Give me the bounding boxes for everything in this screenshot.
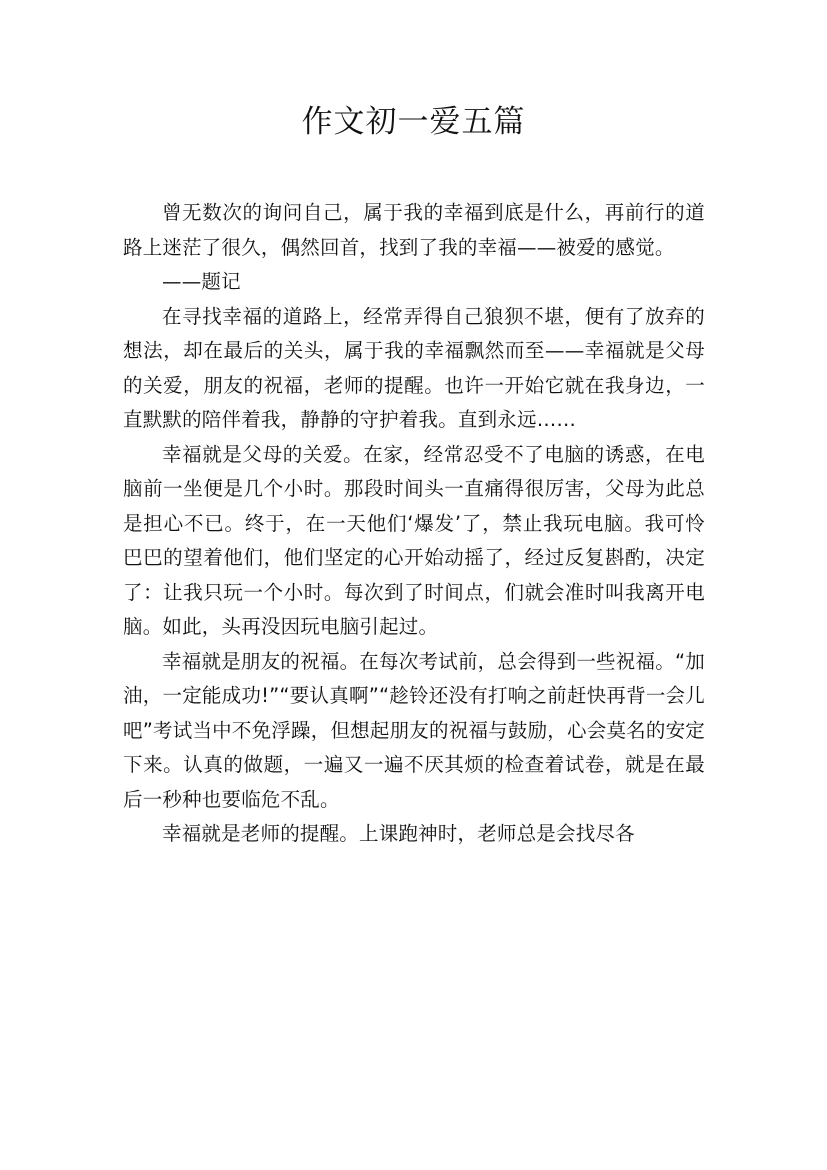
paragraph-intro: 曾无数次的询问自己，属于我的幸福到底是什么，再前行的道路上迷茫了很久，偶然回首，找到了我的幸福——被爱的感觉。 [123,201,705,259]
document-body [123,196,705,852]
paragraph-teachers-reminder: 幸福就是老师的提醒。上课跑神时，老师总是会找尽各 [162,822,635,845]
paragraph-search-for-happiness: 在寻找幸福的道路上，经常弄得自己狼狈不堪，便有了放弃的想法，却在最后的关头，属于我的幸福飘然而至——幸福就是父母的关爱，朋友的祝福，老师的提醒。也许一开始它就在我身边，一直默默的陪伴着我，静静的守护着我。直到永远…… [123,304,705,431]
paragraph-friends-blessing: 幸福就是朋友的祝福。在每次考试前，总会得到一些祝福。“加油，一定能成功!”“要认真啊”“趁铃还没有打响之前赶快再背一会儿吧”考试当中不免浮躁，但想起朋友的祝福与鼓励，心会莫名的安定下来。认真的做题，一遍又一遍不厌其烦的检查着试卷，就是在最后一秒种也要临危不乱。 [123,649,705,811]
paragraph-epigraph-note: ——题记 [162,270,241,293]
document-title: 作文初一爱五篇 [301,104,526,140]
paragraph-parents-care: 幸福就是父母的关爱。在家，经常忍受不了电脑的诱惑，在电脑前一坐便是几个小时。那段时间头一直痛得很厉害，父母为此总是担心不已。终于，在一天他们‘爆发’了，禁止我玩电脑。我可怜巴巴的望着他们，他们坚定的心开始动摇了，经过反复斟酌，决定了：让我只玩一个小时。每次到了时间点，们就会准时叫我离开电脑。如此，头再没因玩电脑引起过。 [123,442,705,638]
